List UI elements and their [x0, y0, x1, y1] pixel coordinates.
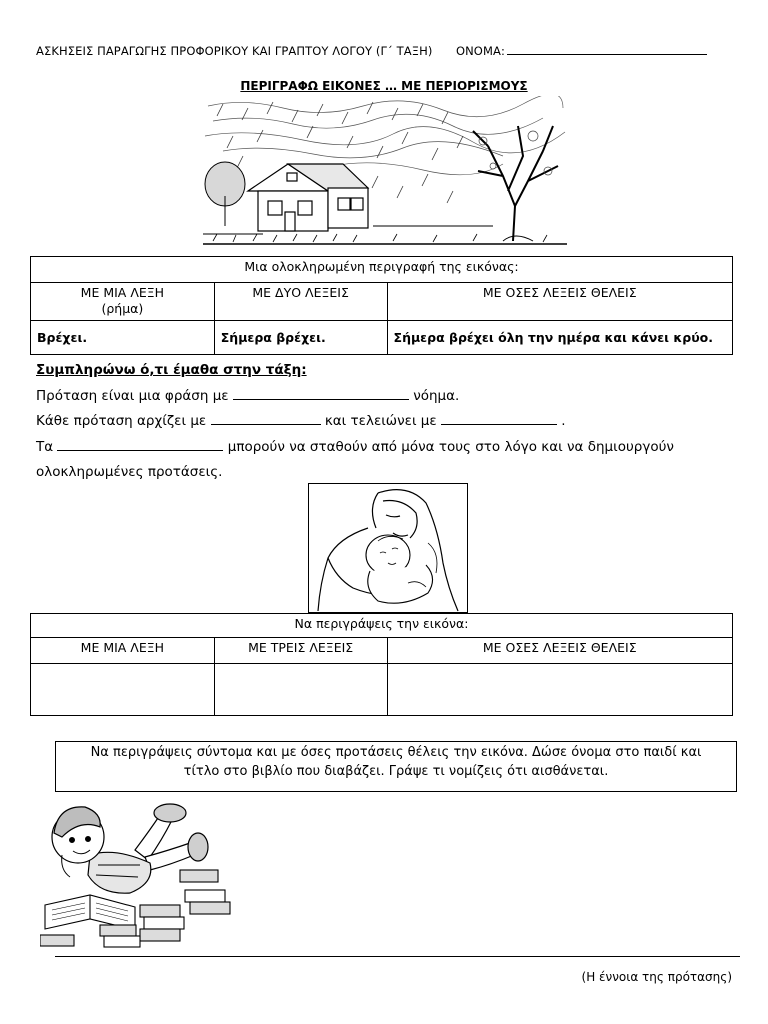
column-header-one-word: ΜΕ ΜΙΑ ΛΕΞΗ — [31, 638, 215, 664]
describe-table — [30, 613, 733, 716]
fill-line-1: Πρόταση είναι μια φράση με νόημα. — [36, 388, 460, 404]
task-box — [55, 741, 737, 792]
name-field[interactable] — [507, 42, 707, 55]
blank-field[interactable] — [211, 412, 321, 425]
example-any-words: Σήμερα βρέχει όλη την ημέρα και κάνει κρύο. — [387, 321, 732, 355]
reading-boy-illustration — [40, 795, 245, 955]
column-header-one-word: ΜΕ ΜΙΑ ΛΕΞΗ (ρήμα) — [31, 283, 215, 321]
answer-cell-any-words[interactable] — [387, 664, 732, 716]
answer-cell-three-words[interactable] — [214, 664, 387, 716]
column-header-two-words: ΜΕ ΔΥΟ ΛΕΞΕΙΣ — [214, 283, 387, 321]
blank-field[interactable] — [233, 387, 409, 400]
description-table — [30, 256, 733, 355]
task-line-2: τίτλο στο βιβλίο που διαβάζει. Γράψε τι νομίζεις ότι αισθάνεται. — [183, 764, 609, 779]
example-one-word: Βρέχει. — [31, 321, 215, 355]
answer-cell-one-word[interactable] — [31, 664, 215, 716]
verb-note: (ρήμα) — [101, 301, 144, 316]
example-two-words: Σήμερα βρέχει. — [214, 321, 387, 355]
table-caption: Μια ολοκληρωμένη περιγραφή της εικόνας: — [31, 257, 733, 283]
footer-topic: (Η έννοια της πρότασης) — [581, 970, 732, 984]
worksheet-header — [36, 42, 707, 58]
blank-field[interactable] — [441, 412, 557, 425]
blank-field[interactable] — [57, 438, 223, 451]
column-header-any-words: ΜΕ ΟΣΕΣ ΛΕΞΕΙΣ ΘΕΛΕΙΣ — [387, 638, 732, 664]
fill-in-heading: Συμπληρώνω ό,τι έμαθα στην τάξη: — [36, 362, 307, 378]
fill-line-4: ολοκληρωμένες προτάσεις. — [36, 464, 223, 480]
mother-child-illustration — [308, 483, 468, 613]
writing-line[interactable] — [55, 956, 740, 957]
fill-line-2: Κάθε πρόταση αρχίζει με και τελειώνει με . — [36, 413, 566, 429]
exercise-title: ΑΣΚΗΣΕΙΣ ΠΑΡΑΓΩΓΗΣ ΠΡΟΦΟΡΙΚΟΥ ΚΑΙ ΓΡΑΠΤΟΥ ΛΟΓΟΥ (Γ΄ ΤΑΞΗ) — [36, 44, 433, 58]
column-header-three-words: ΜΕ ΤΡΕΙΣ ΛΕΞΕΙΣ — [214, 638, 387, 664]
page-title: ΠΕΡΙΓΡΑΦΩ ΕΙΚΟΝΕΣ … ΜΕ ΠΕΡΙΟΡΙΣΜΟΥΣ — [240, 79, 528, 93]
fill-line-3: Τα μπορούν να σταθούν από μόνα τους στο λόγο και να δημιουργούν — [36, 439, 674, 455]
column-header-any-words: ΜΕ ΟΣΕΣ ΛΕΞΕΙΣ ΘΕΛΕΙΣ — [387, 283, 732, 321]
name-label: ΟΝΟΜΑ: — [455, 44, 505, 58]
task-line-1: Να περιγράψεις σύντομα και με όσες προτάσεις θέλεις την εικόνα. Δώσε όνομα στο παιδί και — [90, 745, 702, 760]
rain-house-illustration — [203, 96, 567, 247]
table-caption: Να περιγράψεις την εικόνα: — [31, 614, 733, 638]
